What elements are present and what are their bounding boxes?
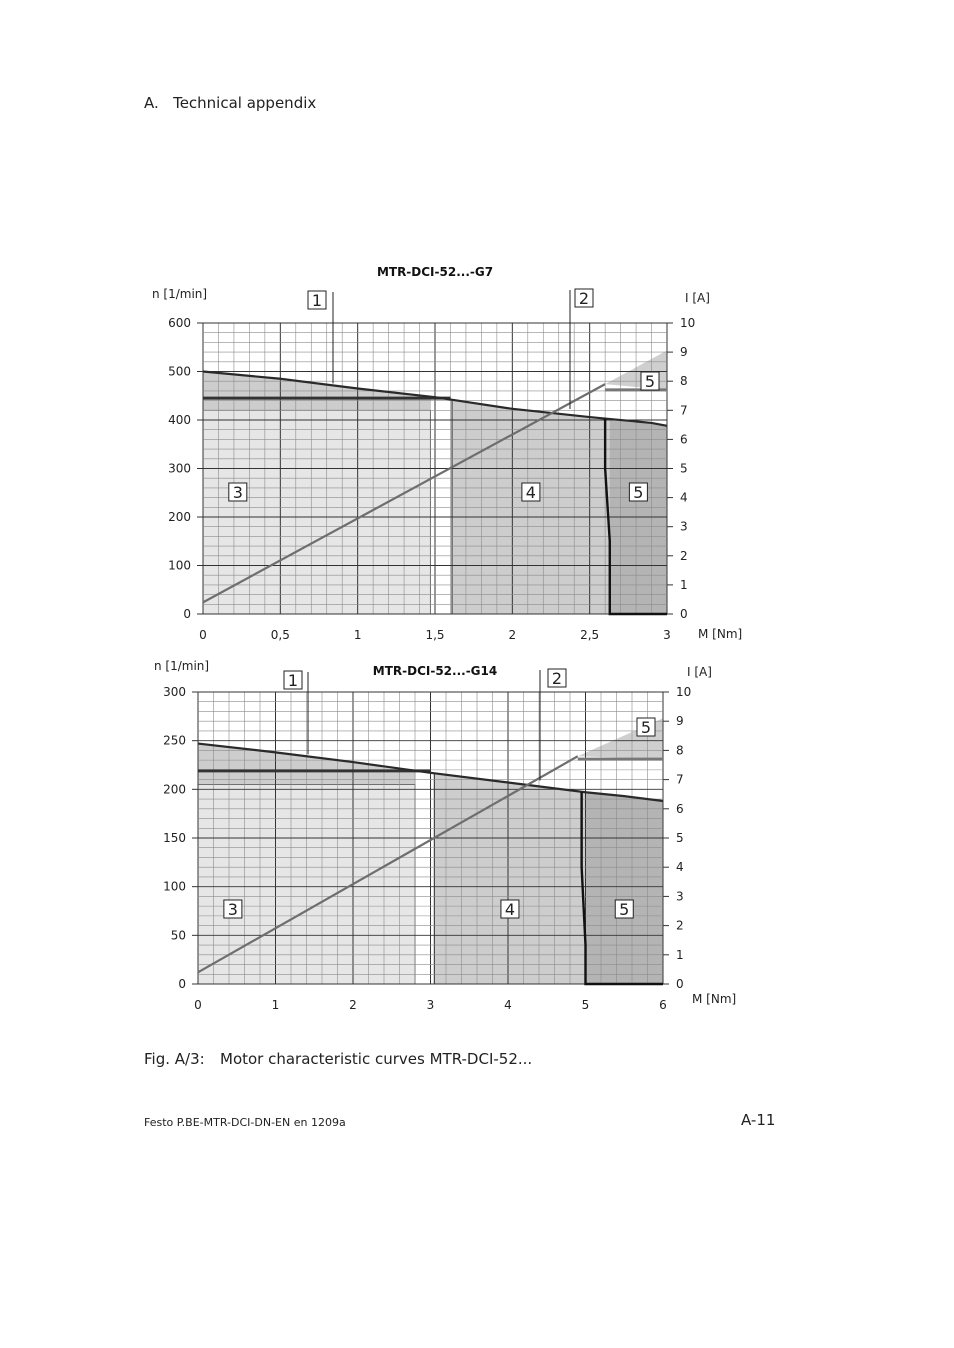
y2-tick-label: 3 <box>676 889 684 904</box>
figure-label: Fig. A/3: <box>144 1050 205 1068</box>
y2-axis-label: I [A] <box>687 665 712 679</box>
section-number: A. <box>144 94 159 112</box>
x-tick-label: 2 <box>349 998 357 1012</box>
zone-gap <box>431 397 452 614</box>
footer-document-id: Festo P.BE-MTR-DCI-DN-EN en 1209a <box>144 1116 346 1129</box>
callout-2-label: 2 <box>578 289 590 308</box>
y2-tick-label: 2 <box>676 918 684 933</box>
y2-tick-label: 3 <box>680 519 688 534</box>
x-tick-label: 3 <box>663 628 671 642</box>
x-tick-label: 2 <box>508 628 517 642</box>
callout-2-label: 2 <box>551 669 563 688</box>
y2-tick-label: 5 <box>676 831 684 845</box>
zone-4-area <box>452 400 610 614</box>
figure-caption <box>144 1050 532 1068</box>
x-tick-label: 0 <box>199 628 207 642</box>
y-tick-label: 250 <box>163 733 186 748</box>
y2-tick-label: 1 <box>680 577 688 592</box>
y-tick-label: 200 <box>163 782 186 797</box>
x-tick-label: 4 <box>504 998 512 1012</box>
y2-tick-label: 6 <box>676 801 684 816</box>
y-tick-label: 300 <box>168 461 191 476</box>
y2-tick-label: 9 <box>680 345 688 360</box>
y2-tick-label: 2 <box>680 548 688 563</box>
section-title: Technical appendix <box>173 94 317 112</box>
y2-tick-label: 10 <box>680 316 696 330</box>
x-tick-label: 3 <box>426 998 435 1012</box>
callout-5-top-label: 5 <box>640 718 652 737</box>
x-axis-label: M [Nm] <box>692 992 737 1006</box>
callout-5-top-label: 5 <box>644 372 656 391</box>
x-axis-label: M [Nm] <box>698 627 743 641</box>
chart-g7 <box>152 265 742 642</box>
y-tick-label: 150 <box>163 831 186 845</box>
zone-4-label: 4 <box>525 483 536 502</box>
y-tick-label: 50 <box>170 928 186 943</box>
x-tick-label: 5 <box>581 998 590 1012</box>
x-tick-label: 1 <box>271 998 280 1012</box>
y-axis-label: n [1/min] <box>154 659 210 673</box>
y2-tick-label: 7 <box>676 772 684 787</box>
y2-tick-label: 10 <box>676 685 692 699</box>
y-axis-label: n [1/min] <box>152 287 208 301</box>
y-tick-label: 200 <box>168 510 191 524</box>
x-tick-label: 2,5 <box>580 628 600 642</box>
x-tick-label: 1 <box>353 628 362 642</box>
y2-tick-label: 8 <box>676 743 684 758</box>
y-tick-label: 0 <box>183 607 191 621</box>
y-tick-label: 100 <box>168 558 191 573</box>
zone-5-label: 5 <box>633 483 644 502</box>
y-tick-label: 500 <box>168 364 191 379</box>
y2-tick-label: 9 <box>676 714 684 729</box>
y2-tick-label: 8 <box>680 374 688 389</box>
zone-3-label: 3 <box>232 483 243 502</box>
zone-4-label: 4 <box>504 900 516 919</box>
zone-5-label: 5 <box>619 900 630 919</box>
zone-gap <box>416 771 434 984</box>
y2-tick-label: 1 <box>676 947 684 962</box>
zone-5-area <box>586 792 664 984</box>
y2-tick-label: 6 <box>680 432 688 447</box>
y-tick-label: 400 <box>168 413 191 427</box>
y2-axis-label: I [A] <box>685 291 710 305</box>
x-tick-label: 0,5 <box>270 628 290 642</box>
zone-4-area <box>434 773 585 984</box>
y2-tick-label: 4 <box>676 860 684 875</box>
page-number: A-11 <box>741 1111 776 1129</box>
y-tick-label: 300 <box>163 685 186 699</box>
x-tick-label: 6 <box>659 998 667 1012</box>
y-tick-label: 0 <box>178 977 186 991</box>
callout-1-label: 1 <box>287 671 299 690</box>
callout-1-label: 1 <box>311 291 323 310</box>
y-tick-label: 600 <box>168 316 191 330</box>
y2-tick-label: 5 <box>680 461 688 476</box>
x-tick-label: 0 <box>194 998 202 1012</box>
y2-tick-label: 4 <box>680 490 688 505</box>
y2-tick-label: 0 <box>680 607 688 621</box>
y-tick-label: 100 <box>163 879 186 894</box>
x-tick-label: 1,5 <box>425 628 445 642</box>
zone-3-label: 3 <box>227 900 238 919</box>
chart-title: MTR-DCI-52...-G7 <box>376 265 494 279</box>
y2-tick-label: 0 <box>676 977 684 991</box>
chart-g14 <box>154 659 736 1012</box>
figure-text: Motor characteristic curves MTR-DCI-52... <box>220 1050 533 1068</box>
y2-tick-label: 7 <box>680 403 688 418</box>
chart-title: MTR-DCI-52...-G14 <box>372 664 498 678</box>
